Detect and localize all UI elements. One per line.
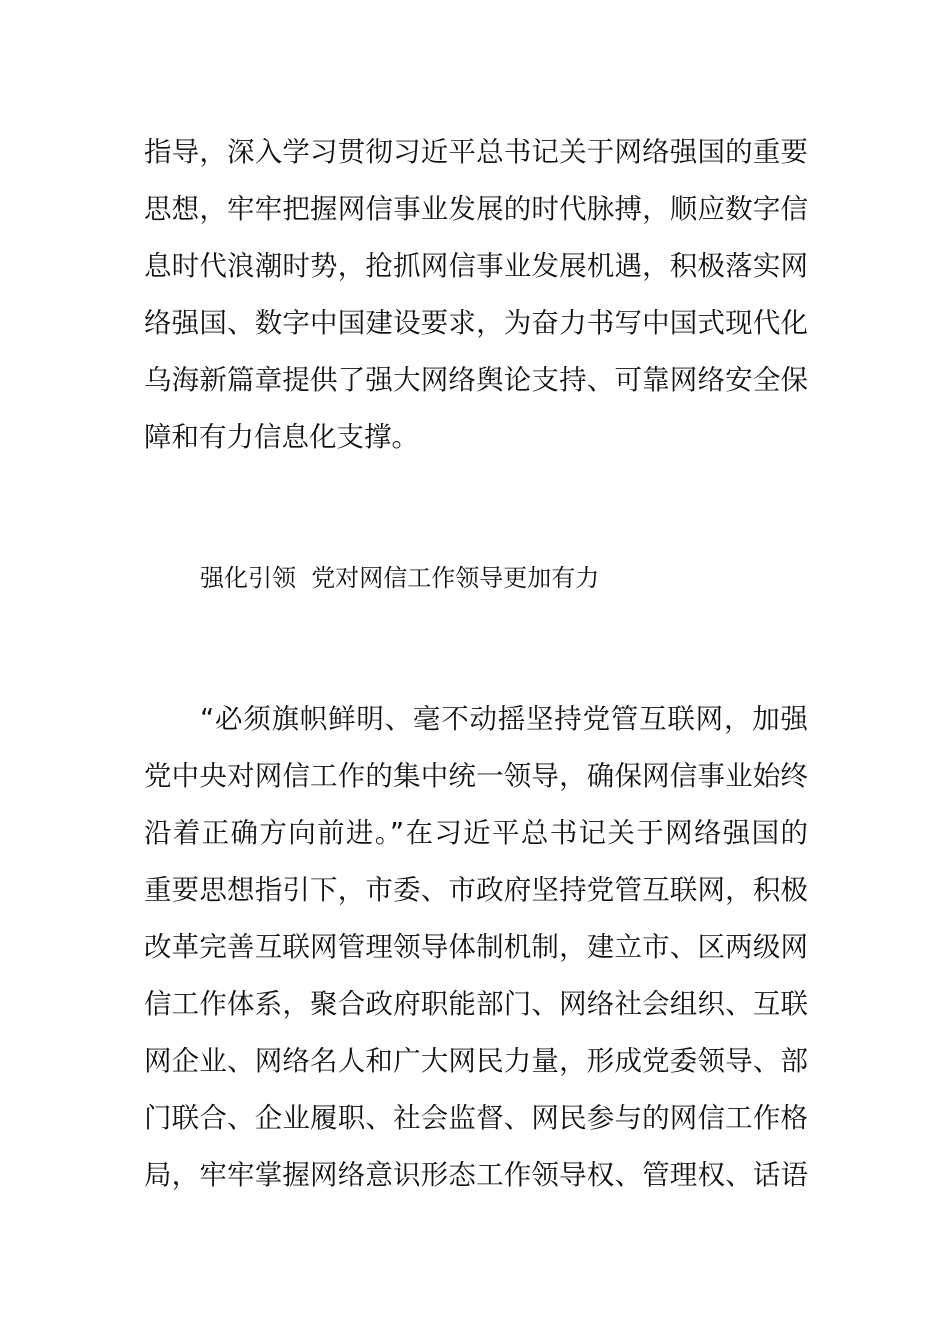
paragraph1-line-6: 障和有力信息化支撑。 (144, 421, 419, 453)
section-heading: 强化引领 党对网信工作领导更加有力 (200, 564, 600, 592)
paragraph1-line-2: 思想，牢牢把握网信事业发展的时代脉搏，顺应数字信 (144, 193, 808, 225)
paragraph2-line-8: 门联合、企业履职、社会监督、网民参与的网信工作格 (144, 1102, 808, 1134)
paragraph2-line-7: 网企业、网络名人和广大网民力量，形成党委领导、部 (144, 1045, 808, 1077)
paragraph2-line-2: 党中央对网信工作的集中统一领导，确保网信事业始终 (144, 760, 808, 792)
paragraph2-line-9: 局，牢牢掌握网络意识形态工作领导权、管理权、话语 (144, 1159, 808, 1191)
paragraph1-line-3: 息时代浪潮时势，抢抓网信事业发展机遇，积极落实网 (144, 250, 808, 282)
paragraph2-line-5: 改革完善互联网管理领导体制机制，建立市、区两级网 (144, 931, 808, 963)
paragraph1-line-4: 络强国、数字中国建设要求，为奋力书写中国式现代化 (144, 307, 808, 339)
paragraph1-line-5: 乌海新篇章提供了强大网络舆论支持、可靠网络安全保 (144, 364, 808, 396)
paragraph1-line-1: 指导，深入学习贯彻习近平总书记关于网络强国的重要 (144, 136, 808, 168)
paragraph2-line-4: 重要思想指引下，市委、市政府坚持党管互联网，积极 (144, 874, 808, 906)
paragraph2-line-3: 沿着正确方向前进。”在习近平总书记关于网络强国的 (144, 817, 808, 849)
paragraph2-line-6: 信工作体系，聚合政府职能部门、网络社会组织、互联 (144, 988, 808, 1020)
paragraph2-line-1: “必须旗帜鲜明、毫不动摇坚持党管互联网，加强 (200, 703, 808, 735)
